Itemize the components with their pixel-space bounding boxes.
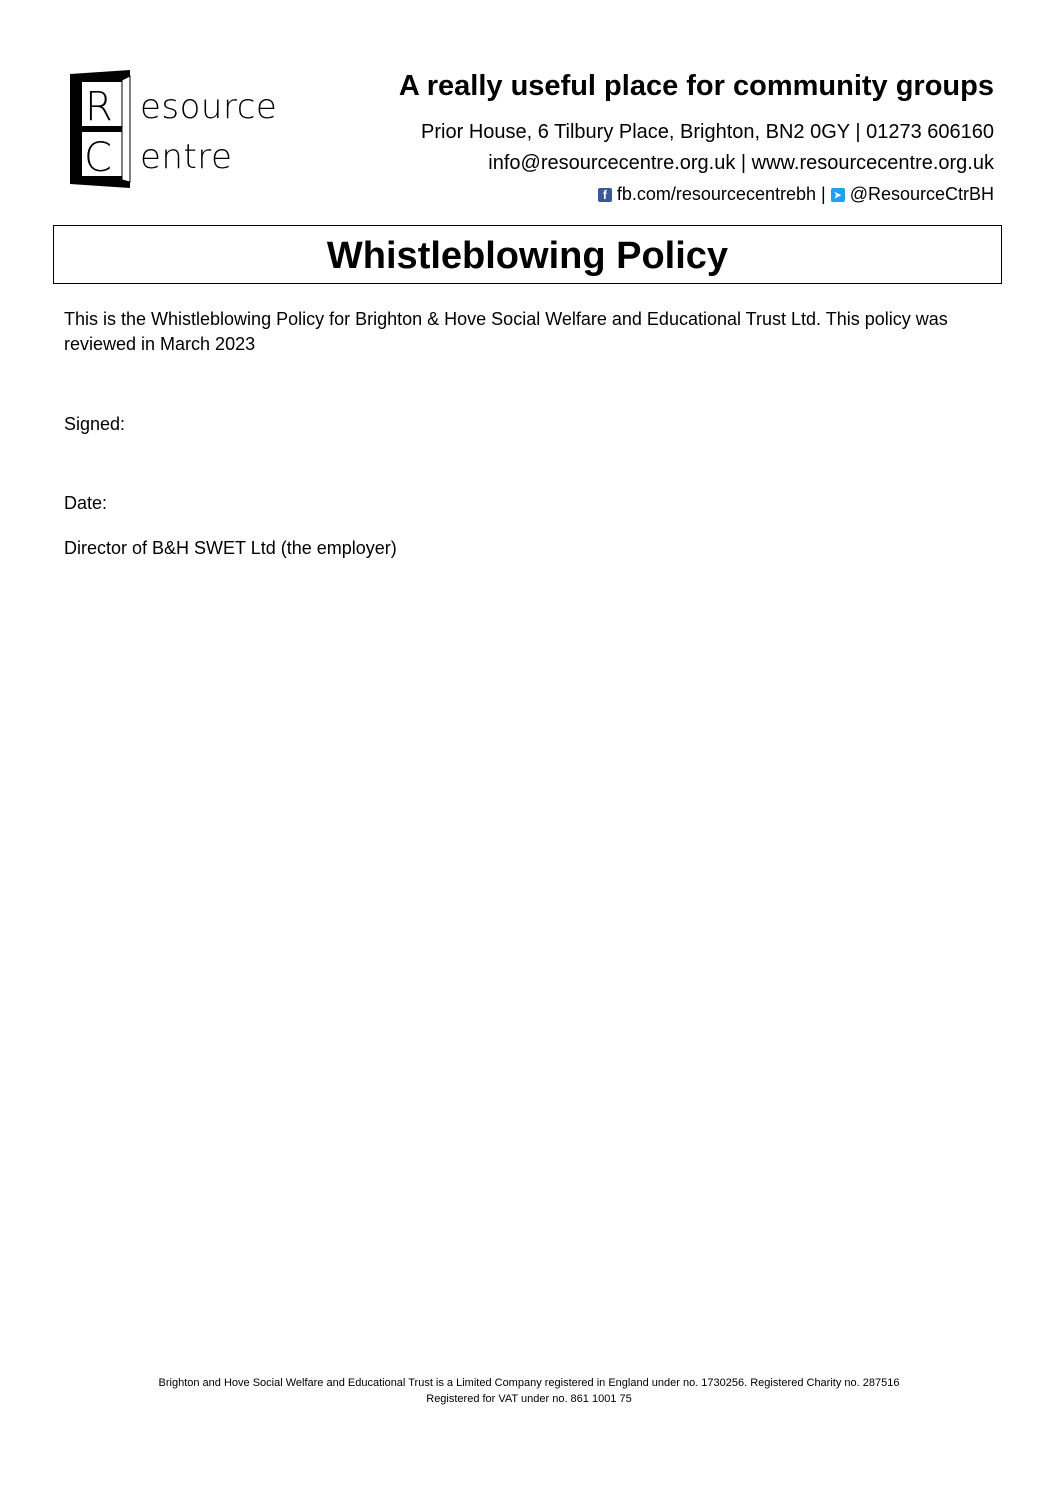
page-title: Whistleblowing Policy <box>326 235 729 277</box>
date-label: Date: <box>64 493 108 513</box>
twitter-icon: ➤ <box>831 188 845 202</box>
logo-word-esource: esource <box>140 87 278 127</box>
facebook-link[interactable]: fb.com/resourcecentrebh <box>616 184 816 204</box>
resource-centre-logo <box>68 70 293 192</box>
address-line: Prior House, 6 Tilbury Place, Brighton, BN2 0GY | 01273 606160 <box>421 121 994 143</box>
intro-paragraph: This is the Whistleblowing Policy for Brighton & Hove Social Welfare and Educational Trust Ltd. This policy was reviewed in March 2023 <box>64 309 948 354</box>
director-line: Director of B&H SWET Ltd (the employer) <box>64 538 397 558</box>
social-separator: | <box>821 184 826 204</box>
logo-letter-r: R <box>85 84 113 130</box>
title-box <box>53 225 1002 284</box>
footer <box>0 1375 1058 1407</box>
logo-word-entre: entre <box>140 137 233 177</box>
logo-letter-c: C <box>84 135 112 181</box>
door-logo-icon <box>68 70 134 188</box>
social-line <box>598 184 994 205</box>
email-website-line: info@resourcecentre.org.uk | www.resourcecentre.org.uk <box>488 152 994 174</box>
facebook-icon: f <box>598 188 612 202</box>
footer-vat: Registered for VAT under no. 861 1001 75 <box>426 1393 632 1405</box>
tagline: A really useful place for community groups <box>398 70 994 102</box>
signed-label: Signed: <box>64 414 126 434</box>
footer-registration: Brighton and Hove Social Welfare and Educational Trust is a Limited Company registered in England under no. 1730256. Registered Charity no. 287516 <box>158 1377 900 1389</box>
twitter-handle[interactable]: @ResourceCtrBH <box>849 184 994 204</box>
